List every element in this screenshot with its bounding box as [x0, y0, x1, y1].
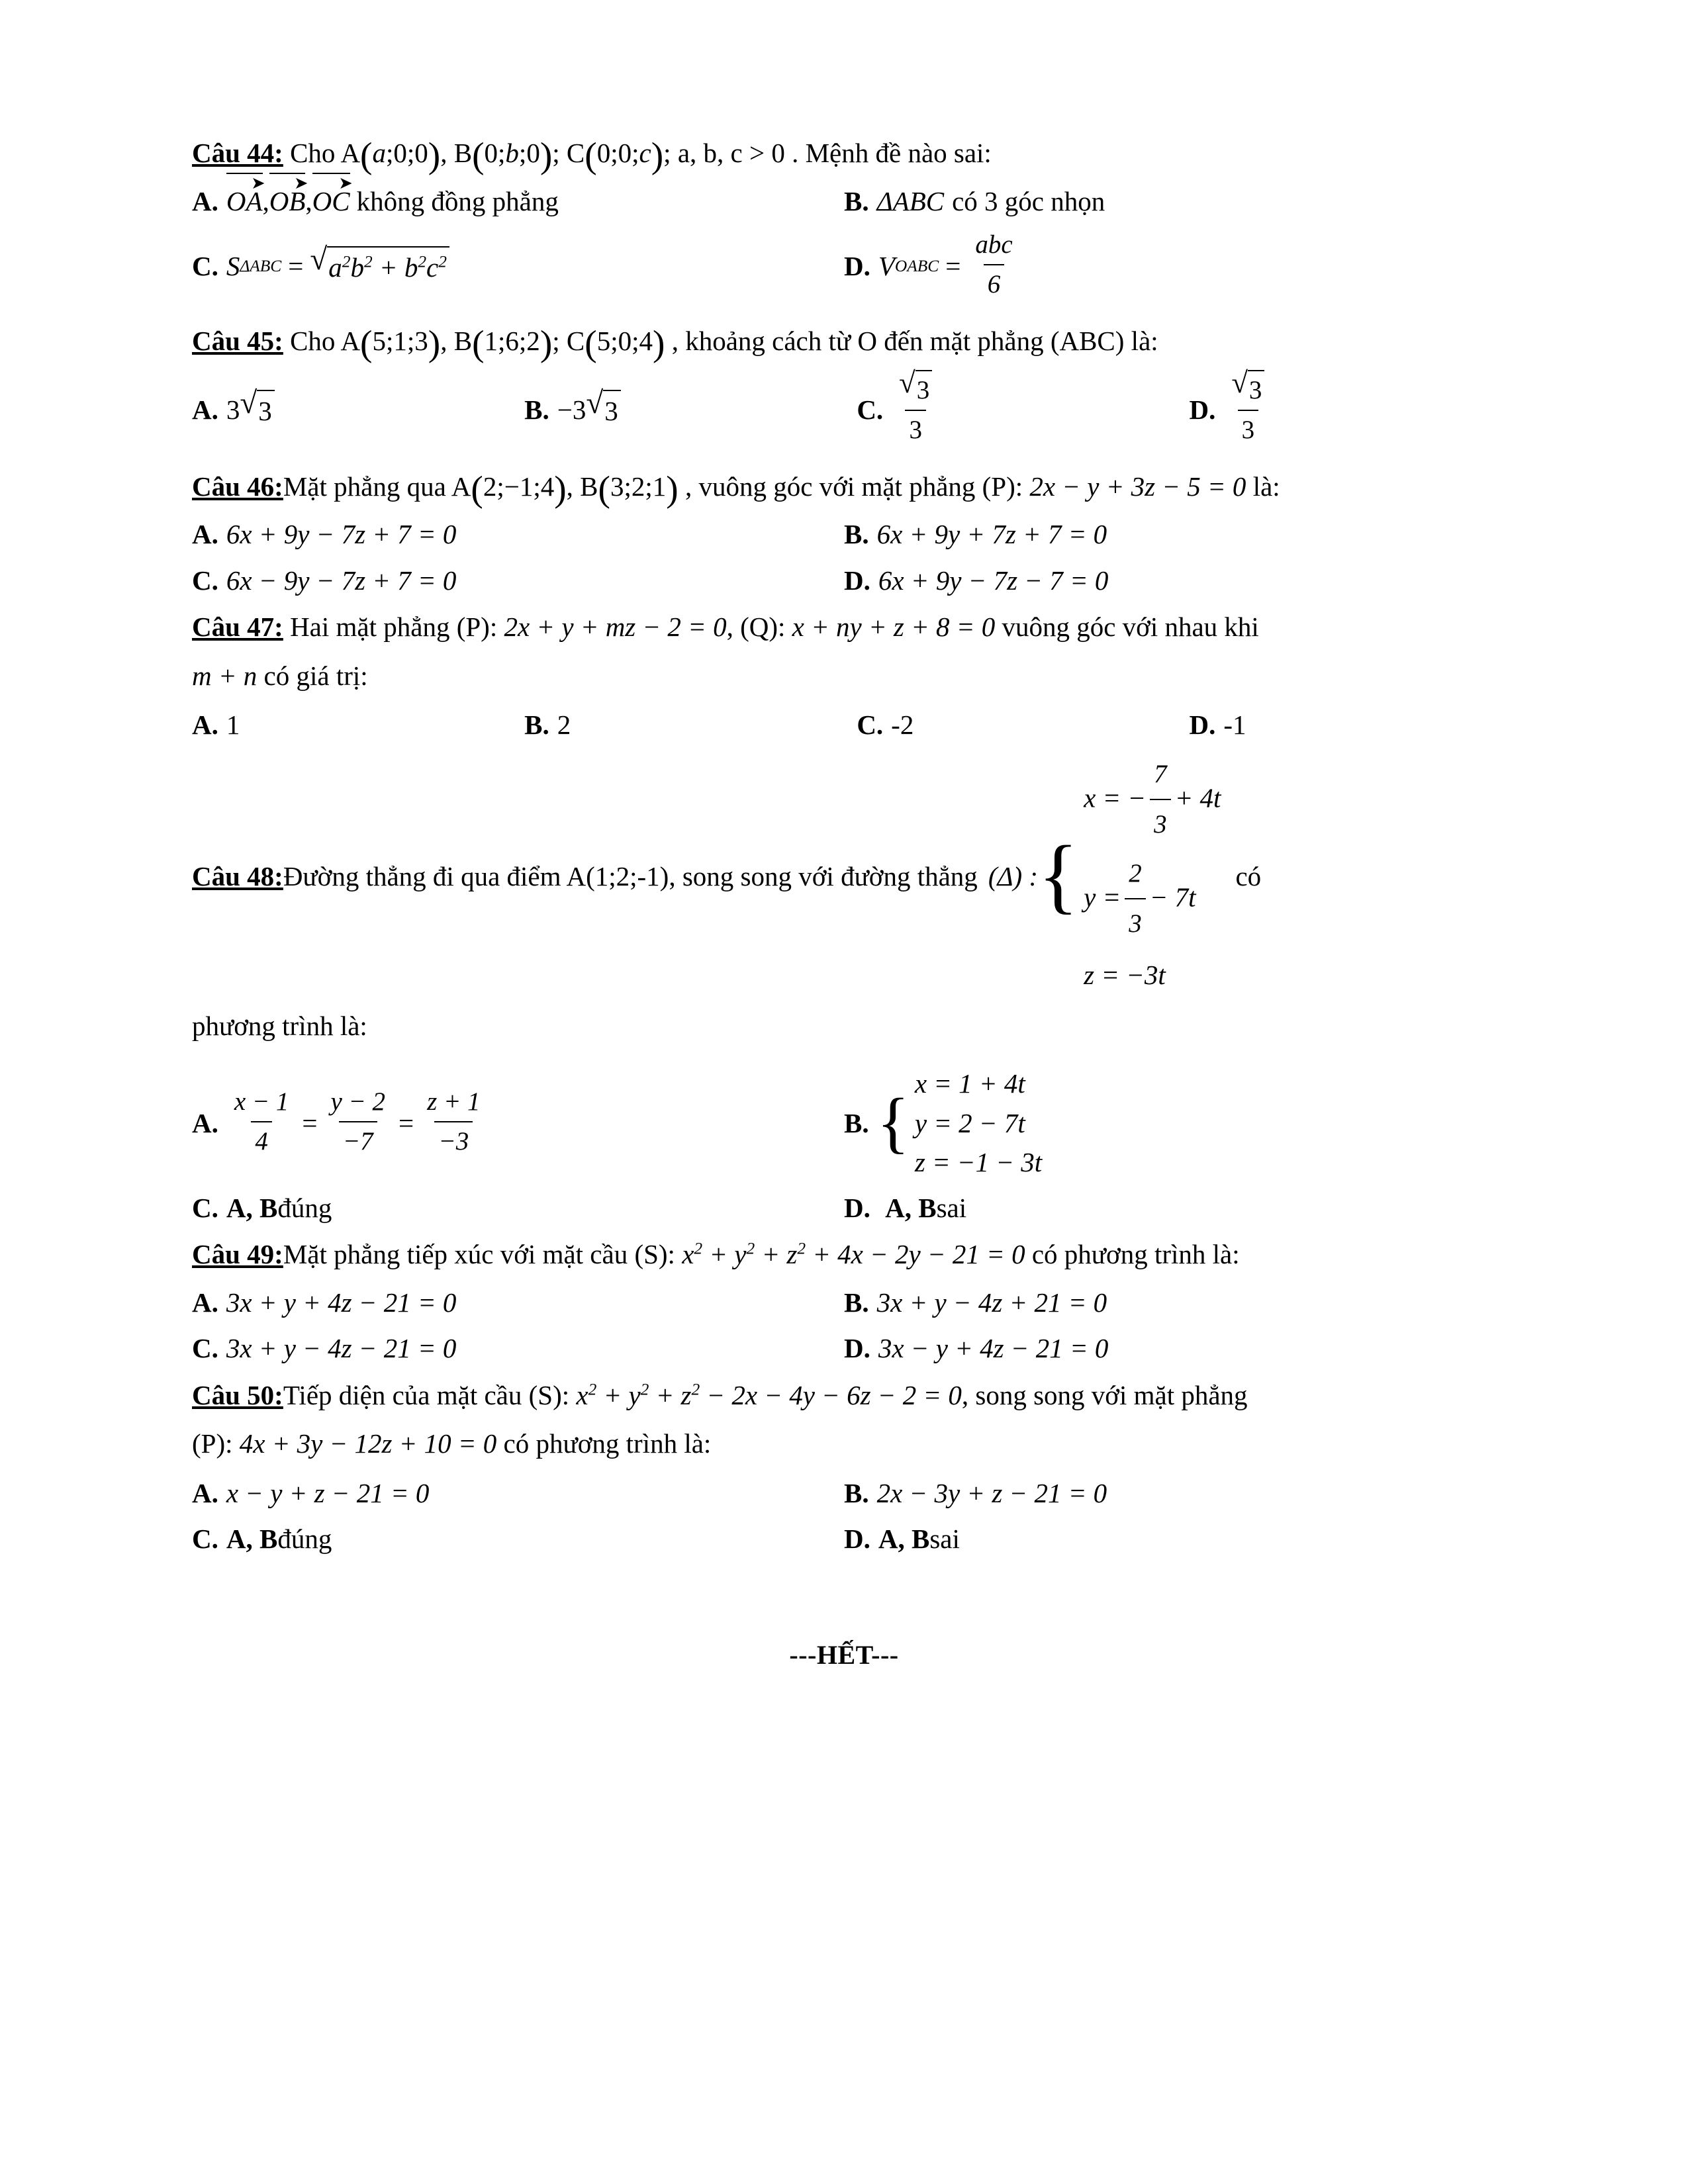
- option-44-B[interactable]: [844, 181, 1496, 222]
- option-47-D-text: -1: [1223, 709, 1246, 741]
- question-50-plane-eq: 4x + 3y − 12z + 10 = 0: [239, 1428, 497, 1459]
- question-47-label: Câu 47:: [192, 612, 283, 643]
- option-label-C: C.: [857, 709, 884, 741]
- q48-r2-rhs: − 7t: [1149, 882, 1196, 913]
- option-44-C-sqrt: √ $a^2b^2 + b^2c^2$: [310, 244, 449, 289]
- question-45-stem-pre: Cho: [290, 325, 336, 356]
- option-48-D-ab: A, B: [878, 1192, 937, 1223]
- option-label-B: B.: [524, 394, 549, 425]
- question-47-options: [192, 705, 1496, 746]
- option-50-D-text: sai: [929, 1524, 960, 1555]
- question-48-system-row2: [1084, 850, 1221, 950]
- question-49-options-row2: [192, 1328, 1496, 1369]
- option-label-C: C.: [192, 565, 218, 596]
- option-48-A-frac1: [230, 1083, 293, 1161]
- question-47-plane-p: 2x + y + mz − 2 = 0: [504, 612, 727, 643]
- option-45-B-coef: −3: [557, 394, 586, 425]
- option-49-A-text: 3x + y + 4z − 21 = 0: [226, 1287, 457, 1318]
- question-50-stem-pre: Tiếp diện của mặt cầu (S):: [283, 1379, 570, 1410]
- question-48-options-row1: [192, 1064, 1496, 1182]
- question-49-stem-post: có phương trình là:: [1031, 1239, 1240, 1270]
- option-label-C: C.: [857, 394, 884, 425]
- option-label-A: A.: [192, 709, 218, 741]
- option-47-C-text: -2: [891, 709, 914, 741]
- option-44-A[interactable]: [192, 173, 844, 222]
- option-label-A: A.: [192, 519, 218, 550]
- option-45-B-sqrt: √ 3: [586, 388, 620, 432]
- q48-r1-rhs: + 4t: [1174, 782, 1221, 813]
- option-48-C-text: đúng: [277, 1192, 332, 1223]
- question-47-stem: [192, 606, 1496, 649]
- question-46-label: Câu 46:: [192, 471, 283, 502]
- question-46-stem-post: là:: [1252, 471, 1280, 502]
- q48-r2-num: 2: [1129, 858, 1142, 887]
- option-46-A-text: 6x + 9y − 7z + 7 = 0: [226, 519, 457, 550]
- option-label-D: D.: [844, 1192, 870, 1223]
- option-50-A[interactable]: [192, 1473, 844, 1514]
- option-label-B: B.: [844, 1477, 869, 1508]
- option-48-A-frac2: [326, 1083, 389, 1161]
- question-50-options-row1: [192, 1473, 1496, 1514]
- option-label-A: A.: [192, 394, 218, 425]
- option-44-B-text: có 3 góc nhọn: [952, 185, 1105, 216]
- option-47-A-text: 1: [226, 709, 240, 741]
- option-45-D-denominator: 3: [1238, 410, 1258, 449]
- option-48-C-ab: A, B: [226, 1192, 278, 1223]
- option-label-D: D.: [1189, 394, 1216, 425]
- question-50-sphere-eq: $x^2 + y^2 + z^2 - 2x - 4y - 6z - 2 = 0$: [576, 1379, 962, 1410]
- question-47-plane-q: x + ny + z + 8 = 0: [792, 612, 996, 643]
- option-47-C[interactable]: [857, 705, 1189, 746]
- option-50-D[interactable]: [844, 1519, 1496, 1560]
- q48-r2-den: 3: [1125, 898, 1145, 948]
- question-48-delta: (Δ) :: [988, 860, 1039, 891]
- q48-A-d2: −7: [339, 1121, 377, 1161]
- question-48-system: { x = − $\frac{7}{3}$ + 4t y = $\frac{2}{3}$ − 7t z = −3t: [1038, 751, 1221, 1001]
- option-label-A: A.: [192, 1287, 218, 1318]
- q48-A-n3: z + 1: [427, 1087, 481, 1116]
- option-45-A[interactable]: [192, 388, 524, 432]
- option-label-C: C.: [192, 1333, 218, 1364]
- option-label-D: D.: [844, 565, 870, 596]
- q48-r1-lhs: x = −: [1084, 782, 1147, 813]
- question-49-sphere-eq: $x^2 + y^2 + z^2 + 4x - 2y - 21 = 0$: [682, 1239, 1025, 1270]
- option-47-B-text: 2: [557, 709, 571, 741]
- option-label-D: D.: [844, 1333, 870, 1364]
- option-label-A: A.: [192, 1477, 218, 1508]
- option-46-C[interactable]: [192, 561, 844, 602]
- option-49-C-text: 3x + y − 4z − 21 = 0: [226, 1333, 457, 1364]
- question-50-plane-label: (P):: [192, 1428, 233, 1459]
- question-48-system-row3: z = −3t: [1084, 959, 1166, 990]
- option-44-A-vectors: OA ➤ ,OB ➤ ,OC ➤: [226, 181, 350, 222]
- option-label-B: B.: [844, 1287, 869, 1318]
- option-49-D-text: 3x − y + 4z − 21 = 0: [878, 1333, 1109, 1364]
- option-48-A[interactable]: A. $\frac{x - 1}{4}$ = $\frac{y - 2}{-7}$ = $\frac{z + 1}{-3}$: [192, 1084, 844, 1163]
- option-45-C-fraction: √ 3 3: [895, 367, 936, 449]
- question-50-stem-line2: [192, 1423, 1496, 1465]
- option-49-B[interactable]: [844, 1283, 1496, 1324]
- question-45-options: [192, 365, 1496, 451]
- q48-r1-den: 3: [1150, 799, 1170, 849]
- question-46-options-row1: [192, 514, 1496, 555]
- question-49-label: Câu 49:: [192, 1239, 283, 1270]
- option-50-D-ab: A, B: [878, 1524, 930, 1555]
- question-50-stem-line2-post: có phương trình là:: [503, 1428, 712, 1459]
- option-45-A-coef: 3: [226, 394, 240, 425]
- option-49-D[interactable]: [844, 1328, 1496, 1369]
- question-44-options-row2: [192, 227, 1496, 306]
- option-label-A: A.: [192, 185, 218, 216]
- option-48-D-text: sai: [936, 1192, 967, 1223]
- q48-B-row2: y = 2 − 7t: [914, 1107, 1025, 1138]
- question-44-options-row1: [192, 173, 1496, 222]
- option-50-B-text: 2x − 3y + z − 21 = 0: [876, 1477, 1107, 1508]
- option-47-A[interactable]: [192, 705, 524, 746]
- option-44-C-subscript: ΔABC: [240, 257, 282, 276]
- question-48-system-row1: [1084, 751, 1221, 850]
- q48-r2-lhs: y =: [1084, 882, 1121, 913]
- question-44-label: Câu 44:: [192, 138, 283, 168]
- q48-r1-num: 7: [1154, 759, 1167, 788]
- option-49-C[interactable]: [192, 1328, 844, 1369]
- option-49-A[interactable]: [192, 1283, 844, 1324]
- question-50-stem: [192, 1375, 1496, 1417]
- option-44-D-numerator: abc: [975, 230, 1013, 259]
- end-marker: ---HẾT---: [789, 1639, 899, 1670]
- question-46-stem: Câu 46:Mặt phẳng qua A(2;−1;4), B(3;2;1) , vuông góc với mặt phẳng (P): 2x − y + 3z − 5 = 0 là:: [192, 469, 1280, 510]
- option-50-C[interactable]: [192, 1519, 844, 1560]
- q48-B-row1: x = 1 + 4t: [914, 1068, 1025, 1099]
- option-label-C: C.: [192, 1524, 218, 1555]
- question-47-stem-pre: Hai mặt phẳng (P):: [290, 612, 498, 643]
- option-49-B-text: 3x + y − 4z + 21 = 0: [876, 1287, 1107, 1318]
- option-44-D[interactable]: D. V OABC = $\frac{\text{abc}}{6}$: [844, 227, 1496, 306]
- option-label-C: C.: [192, 1192, 218, 1223]
- question-50-options-row2: [192, 1519, 1496, 1560]
- question-46-plane-eq: 2x − y + 3z − 5 = 0: [1029, 471, 1246, 502]
- q48-A-d3: −3: [434, 1121, 473, 1161]
- option-label-B: B.: [844, 519, 869, 550]
- option-44-D-denominator: 6: [984, 264, 1004, 304]
- question-45-stem-post: , khoảng cách từ O đến mặt phẳng (ABC) là:: [671, 325, 1158, 356]
- question-45-stem: Câu 45: Cho A(5;1;3), B(1;6;2); C(5;0;4) , khoảng cách từ O đến mặt phẳng (ABC) là:: [192, 323, 1158, 364]
- option-label-D: D.: [844, 1524, 870, 1555]
- option-45-C-denominator: 3: [905, 410, 925, 449]
- option-47-D[interactable]: [1189, 705, 1496, 746]
- q48-A-n2: y − 2: [330, 1087, 385, 1116]
- option-label-D: D.: [844, 250, 870, 281]
- option-48-A-frac3: [423, 1083, 484, 1161]
- question-49-stem: [192, 1234, 1496, 1276]
- question-47-stem-mid: , (Q):: [726, 612, 786, 643]
- question-45-label: Câu 45:: [192, 325, 283, 356]
- question-44-stem-pre: Cho: [290, 138, 336, 168]
- option-46-B[interactable]: [844, 514, 1496, 555]
- option-label-B: B.: [524, 709, 549, 741]
- option-48-B-system: { x = 1 + 4t y = 2 − 7t z = −1 − 3t: [877, 1064, 1043, 1182]
- question-48-options-row2: [192, 1188, 1496, 1229]
- document-content: [192, 132, 1496, 1670]
- option-46-D[interactable]: [844, 561, 1496, 602]
- option-45-A-sqrt: √ 3: [240, 388, 274, 432]
- option-label-D: D.: [1189, 709, 1216, 741]
- option-label-B: B.: [844, 185, 869, 216]
- option-48-D[interactable]: [844, 1188, 1496, 1229]
- option-50-B[interactable]: [844, 1473, 1496, 1514]
- option-label-A: A.: [192, 1107, 218, 1138]
- option-45-C[interactable]: [857, 365, 1189, 451]
- question-47-stem-line2-text: có giá trị:: [263, 660, 368, 691]
- question-48-stem: [192, 751, 1496, 1001]
- option-label-B: B.: [844, 1107, 869, 1138]
- question-48-label: Câu 48:: [192, 860, 283, 891]
- option-47-B[interactable]: [524, 705, 857, 746]
- option-44-B-triangle: ΔABC: [876, 185, 945, 216]
- question-48-stem-post: có: [1235, 860, 1262, 891]
- option-48-C[interactable]: [192, 1188, 844, 1229]
- option-44-D-symbol: V: [878, 250, 895, 281]
- option-46-B-text: 6x + 9y + 7z + 7 = 0: [876, 519, 1107, 550]
- question-44-stem: Câu 44: Cho A(a;0;0), B(0;b;0); C(0;0;c); a, b, c > 0 . Mệnh đề nào sai:: [192, 135, 992, 176]
- option-label-C: C.: [192, 250, 218, 281]
- question-48-stem-line2: phương trình là:: [192, 1010, 367, 1041]
- option-44-C[interactable]: C. S ΔABC = √ $a^2b^2 + b^2c^2$: [192, 244, 844, 289]
- question-46-options-row2: [192, 561, 1496, 602]
- q48-A-n1: x − 1: [234, 1087, 289, 1116]
- question-47-stem-post: vuông góc với nhau khi: [1002, 612, 1259, 643]
- question-46-stem-pre: Mặt phẳng qua: [283, 471, 446, 502]
- option-48-B[interactable]: [844, 1064, 1496, 1182]
- option-50-C-text: đúng: [277, 1524, 332, 1555]
- option-44-D-fraction: [971, 226, 1016, 304]
- option-44-A-text: không đồng phẳng: [356, 185, 559, 216]
- option-45-D-fraction: √ 3 3: [1227, 367, 1268, 449]
- question-46-stem-mid: , vuông góc với mặt phẳng (P):: [684, 471, 1023, 502]
- option-45-B[interactable]: [524, 388, 857, 432]
- option-46-C-text: 6x − 9y − 7z + 7 = 0: [226, 565, 457, 596]
- question-48-stem-pre: Đường thẳng đi qua điểm A(1;2;-1), song song với đường thẳng: [283, 860, 978, 891]
- option-50-C-ab: A, B: [226, 1524, 278, 1555]
- option-44-D-subscript: OABC: [894, 257, 939, 276]
- q48-A-d1: 4: [251, 1121, 271, 1161]
- question-49-options-row1: [192, 1283, 1496, 1324]
- option-46-A[interactable]: [192, 514, 844, 555]
- question-47-expression: m + n: [192, 660, 258, 691]
- q48-B-row3: z = −1 − 3t: [914, 1147, 1043, 1178]
- question-47-stem-line2: [192, 655, 1496, 698]
- question-50-stem-mid: , song song với mặt phẳng: [961, 1379, 1248, 1410]
- option-45-D[interactable]: [1189, 365, 1496, 451]
- question-49-stem-pre: Mặt phẳng tiếp xúc với mặt cầu (S):: [283, 1239, 675, 1270]
- option-46-D-text: 6x + 9y − 7z − 7 = 0: [878, 565, 1109, 596]
- question-50-label: Câu 50:: [192, 1379, 283, 1410]
- option-44-C-symbol: S: [226, 250, 240, 281]
- option-50-A-text: x − y + z − 21 = 0: [226, 1477, 430, 1508]
- question-44-stem-post: . Mệnh đề nào sai:: [792, 138, 992, 168]
